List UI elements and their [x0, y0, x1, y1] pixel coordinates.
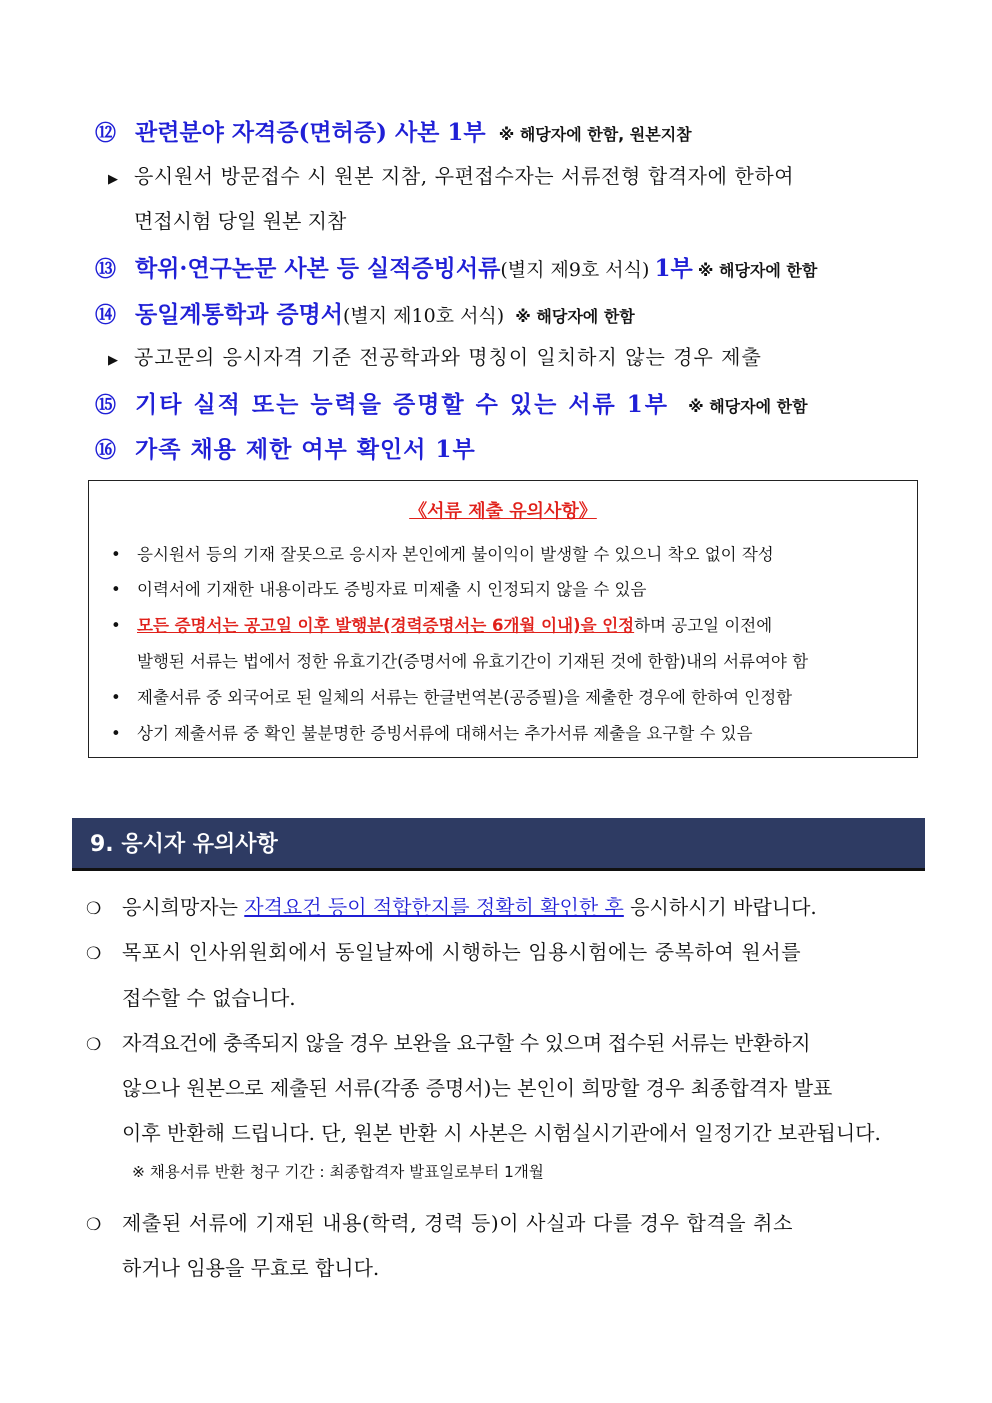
- item-number: ⑬: [95, 257, 116, 281]
- notice-paragraph-3-cont: 이후 반환해 드립니다. 단, 원본 반환 시 사본은 시험실시기관에서 일정기간 보관됩니다.: [122, 1121, 881, 1145]
- notice-item-cont: 발행된 서류는 법에서 정한 유효기간(증명서에 유효기간이 기재된 것에 한함)내의 서류여야 함: [137, 652, 809, 671]
- notice-item: [111, 576, 646, 600]
- notice-text: 하며 공고일 이전에: [634, 616, 773, 635]
- bullet-icon: •: [111, 545, 121, 564]
- paragraph-text: 응시하시기 바랍니다.: [623, 895, 817, 919]
- circle-bullet-icon: ❍: [86, 944, 102, 964]
- item-note: ※ 해당자에 한함: [688, 397, 808, 416]
- notice-text: 제출서류 중 외국어로 된 일체의 서류는 한글번역본(공증필)을 제출한 경우에 한하여 인정함: [137, 688, 793, 707]
- item-form: (별지 제9호 서식): [500, 259, 650, 281]
- submission-notice-box: [88, 480, 918, 758]
- notice-item: [111, 684, 792, 708]
- notice-paragraph-3: [86, 1027, 810, 1056]
- return-period-note: ※ 채용서류 반환 청구 기간 : 최종합격자 발표일로부터 1개월: [132, 1163, 544, 1181]
- item-title: 가족 채용 제한 여부 확인서 1부: [135, 436, 476, 463]
- doc-item-16: [95, 431, 476, 464]
- notice-paragraph-4-cont: 하거나 임용을 무효로 합니다.: [122, 1256, 380, 1280]
- bullet-icon: •: [111, 688, 121, 707]
- paragraph-text: 자격요건에 충족되지 않을 경우 보완을 요구할 수 있으며 접수된 서류는 반환하지: [122, 1031, 811, 1055]
- bullet-icon: •: [111, 580, 121, 599]
- item-note: ※ 해당자에 한함, 원본지참: [498, 125, 692, 144]
- doc-item-13: [95, 250, 817, 283]
- item-form: (별지 제10호 서식): [342, 305, 505, 327]
- bullet-icon: •: [111, 616, 121, 635]
- item-title: 동일계통학과 증명서: [135, 301, 343, 328]
- item-number: ⑭: [95, 303, 116, 327]
- sub-text: 응시원서 방문접수 시 원본 지참, 우편접수자는 서류전형 합격자에 한하여: [134, 164, 795, 188]
- doc-item-15: [95, 386, 808, 419]
- notice-paragraph-3-cont: 않으나 원본으로 제출된 서류(각종 증명서)는 본인이 희망할 경우 최종합격자 발표: [122, 1076, 833, 1100]
- notice-item: [111, 720, 753, 744]
- notice-title: 《서류 제출 유의사항》: [409, 501, 597, 522]
- item-count: 1부: [654, 255, 693, 282]
- item-title: 관련분야 자격증(면허증) 사본 1부: [135, 119, 486, 146]
- notice-text: 이력서에 기재한 내용이라도 증빙자료 미제출 시 인정되지 않을 수 있음: [137, 580, 647, 599]
- triangle-bullet-icon: ▶: [108, 172, 118, 187]
- item-number: ⑫: [95, 121, 116, 145]
- doc-item-12-sub-cont: 면접시험 당일 원본 지참: [134, 209, 347, 233]
- doc-item-12-sub: [108, 160, 794, 189]
- sub-text: 공고문의 응시자격 기준 전공학과와 명칭이 일치하지 않는 경우 제출: [134, 345, 762, 369]
- doc-item-12: [95, 114, 692, 147]
- circle-bullet-icon: ❍: [86, 1035, 102, 1055]
- notice-item: [111, 612, 772, 636]
- bullet-icon: •: [111, 724, 121, 743]
- notice-text: 상기 제출서류 중 확인 불분명한 증빙서류에 대해서는 추가서류 제출을 요구할 수 있음: [137, 724, 753, 743]
- doc-item-14-sub: [108, 341, 762, 370]
- triangle-bullet-icon: ▶: [108, 353, 118, 368]
- notice-paragraph-1: [86, 891, 817, 920]
- paragraph-highlight: 자격요건 등이 적합한지를 정확히 확인한 후: [244, 895, 624, 919]
- item-note: ※ 해당자에 한함: [697, 261, 818, 280]
- notice-paragraph-2-cont: 접수할 수 없습니다.: [122, 986, 296, 1010]
- item-title: 학위·연구논문 사본 등 실적증빙서류: [135, 255, 501, 282]
- doc-item-14: [95, 296, 635, 329]
- circle-bullet-icon: ❍: [86, 899, 102, 919]
- notice-text: 응시원서 등의 기재 잘못으로 응시자 본인에게 불이익이 발생할 수 있으니 착오 없이 작성: [137, 545, 774, 564]
- item-number: ⑯: [95, 438, 116, 462]
- notice-paragraph-4: [86, 1207, 793, 1236]
- section-9-header: 9. 응시자 유의사항: [72, 818, 925, 871]
- item-number: ⑮: [95, 393, 116, 417]
- item-note: ※ 해당자에 한함: [515, 307, 635, 326]
- paragraph-text: 목포시 인사위원회에서 동일날짜에 시행하는 임용시험에는 중복하여 원서를: [122, 940, 802, 964]
- paragraph-text: 응시희망자는: [122, 895, 245, 919]
- item-title: 기타 실적 또는 능력을 증명할 수 있는 서류 1부: [135, 391, 669, 418]
- notice-paragraph-2: [86, 936, 801, 965]
- notice-item: [111, 541, 774, 565]
- circle-bullet-icon: ❍: [86, 1215, 102, 1235]
- paragraph-text: 제출된 서류에 기재된 내용(학력, 경력 등)이 사실과 다를 경우 합격을 취소: [122, 1211, 794, 1235]
- notice-highlight: 모든 증명서는 공고일 이후 발행분(경력증명서는 6개월 이내)을 인정: [137, 616, 635, 635]
